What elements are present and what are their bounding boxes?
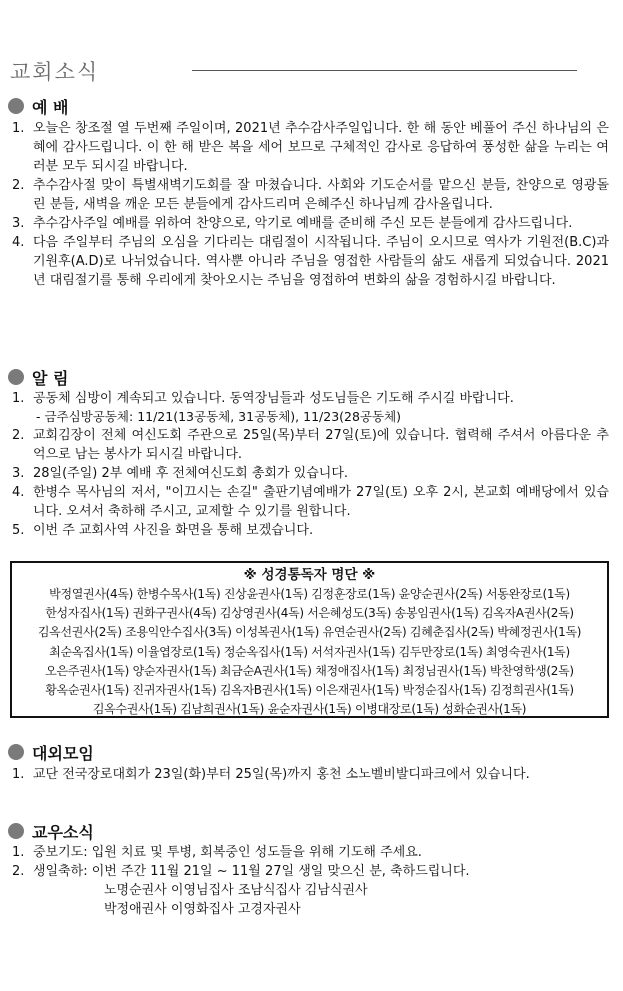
item-number: 3.: [12, 466, 25, 481]
section-bullet-icon: [8, 98, 24, 114]
item-number: 2.: [12, 428, 25, 443]
item-text: 교단 전국장로대회가 23일(화)부터 25일(목)까지 홍천 소노벨비발디파크에서 있습니다.: [33, 767, 530, 782]
external-meetings-heading: [8, 741, 94, 763]
title-divider: [192, 70, 577, 71]
list-item: [12, 483, 609, 521]
visitation-schedule: - 금주심방공동체: 11/21(13공동체, 31공동체), 11/23(28공동체): [36, 409, 402, 424]
item-text: 오늘은 창조절 열 두번째 주일이며, 2021년 추수감사주일입니다. 한 해 동안 베풀어 주신 하나님의 은혜에 감사드립니다. 이 한 해 받은 복을 세어 보므로 구체적인 감사로 응답하여 풍성한 삶을 누리는 여러분 모두 되시길 바랍니다.: [33, 121, 609, 174]
bible-readers-row: 김옥선권사(2독) 조용익안수집사(3독) 이성복권사(1독) 유연순권사(2독) 김혜춘집사(2독) 박혜정권사(1독): [37, 625, 582, 640]
notices-section: [12, 389, 609, 540]
list-item: [12, 862, 609, 881]
item-number: 2.: [12, 864, 25, 879]
bible-readers-row: 최순옥집사(1독) 이율엽장로(1독) 정순옥집사(1독) 서석자권사(1독) 김두만장로(1독) 최영숙권사(1독): [49, 644, 570, 659]
item-number: 4.: [12, 235, 25, 250]
bible-readers-box: [10, 561, 609, 718]
bible-readers-row: 한성자집사(1독) 권화구권사(4독) 김상영권사(4독) 서은혜성도(3독) 송봉임권사(1독) 김옥자A권사(2독): [45, 606, 574, 621]
worship-heading-label: 예 배: [32, 97, 69, 117]
item-text: 다음 주일부터 주님의 오심을 기다리는 대림절이 시작됩니다. 주님이 오시므로 역사가 기원전(B.C)과 기원후(A.D)로 나뉘었습니다. 역사뿐 아니라 주님을 영접한 사람들의 삶도 새롭게 되었습니다. 2021년 대림절기를 통해 우리에게 찾아오시는 주님을 영접하여 변화의 삶을 경험하시길 바랍니다.: [33, 235, 609, 288]
item-number: 5.: [12, 523, 25, 538]
bible-readers-row: 박정열권사(4독) 한병수목사(1독) 진상윤권사(1독) 김정훈장로(1독) 윤양순권사(2독) 서동완장로(1독): [49, 587, 570, 601]
page-title: 교회소식: [10, 60, 100, 84]
item-text: 추수감사절 맞이 특별새벽기도회를 잘 마쳤습니다. 사회와 기도순서를 맡으신 분들, 찬양으로 영광돌린 분들, 새벽을 깨운 모든 분들에게 감사드리며 은혜주신 하나님께 감사올립니다.: [33, 178, 609, 212]
list-item: [12, 521, 609, 540]
list-item: [12, 426, 609, 464]
item-number: 1.: [12, 391, 25, 406]
list-item: [12, 214, 609, 233]
item-text: 이번 주 교회사역 사진을 화면을 통해 보겠습니다.: [33, 523, 314, 538]
item-text: 추수감사주일 예배를 위하여 찬양으로, 악기로 예배를 준비해 주신 모든 분들에게 감사드립니다.: [33, 216, 573, 231]
worship-heading: [8, 95, 68, 117]
list-item: [12, 765, 609, 784]
item-text: 공동체 심방이 계속되고 있습니다. 동역장님들과 성도님들은 기도해 주시길 바랍니다.: [33, 391, 514, 406]
section-bullet-icon: [8, 823, 24, 839]
member-news-section: [12, 843, 609, 919]
list-item: [12, 119, 609, 176]
item-text: 한병수 목사님의 저서, "이끄시는 손길" 출판기념예배가 27일(토) 오후 2시, 본교회 예배당에서 있습니다. 오셔서 축하해 주시고, 교제할 수 있기를 원합니다.: [33, 485, 609, 519]
list-item: [12, 843, 609, 862]
item-text: 28일(주일) 2부 예배 후 전체여신도회 총회가 있습니다.: [33, 466, 349, 481]
list-item: [12, 176, 609, 214]
item-text: 생일축하: 이번 주간 11월 21일 ~ 11월 27일 생일 맞으신 분, 축하드립니다.: [33, 864, 470, 879]
item-number: 2.: [12, 178, 25, 193]
external-meetings-heading-label: 대외모임: [32, 743, 94, 763]
list-item: [12, 233, 609, 290]
list-item: [12, 464, 609, 483]
item-number: 1.: [12, 767, 25, 782]
section-bullet-icon: [8, 744, 24, 760]
item-text: 교회김장이 전체 여신도회 주관으로 25일(목)부터 27일(토)에 있습니다. 협력해 주셔서 아름다운 추억으로 남는 봉사가 되시길 바랍니다.: [33, 428, 609, 462]
item-number: 4.: [12, 485, 25, 500]
bible-readers-title: ※ 성경통독자 명단 ※: [243, 567, 376, 583]
bible-readers-row: 김옥수권사(1독) 김남희권사(1독) 윤순자권사(1독) 이병대장로(1독) 성화순권사(1독): [92, 702, 527, 717]
birthday-names-line: 박정애권사 이영화집사 고경자권사: [104, 902, 301, 917]
item-text: 중보기도: 입원 치료 및 투병, 회복중인 성도들을 위해 기도해 주세요.: [33, 845, 422, 860]
item-number: 1.: [12, 121, 25, 136]
member-news-heading: [8, 820, 94, 842]
list-item: [12, 389, 609, 408]
worship-section: [12, 119, 609, 290]
member-news-heading-label: 교우소식: [32, 822, 94, 842]
item-number: 3.: [12, 216, 25, 231]
notices-heading-label: 알 림: [32, 368, 69, 388]
bible-readers-row: 황옥순권사(1독) 진귀자권사(1독) 김옥자B권사(1독) 이은재권사(1독) 박정순집사(1독) 김정희권사(1독): [45, 683, 574, 698]
bible-readers-row: 오은주권사(1독) 양순자권사(1독) 최금순A권사(1독) 채정애집사(1독) 최정님권사(1독) 박찬영학생(2독): [45, 663, 574, 678]
section-bullet-icon: [8, 369, 24, 385]
external-meetings-section: [12, 765, 609, 784]
notices-heading: [8, 366, 68, 388]
birthday-names-line: 노명순권사 이영님집사 조남식집사 김남식권사: [104, 883, 368, 898]
item-number: 1.: [12, 845, 25, 860]
